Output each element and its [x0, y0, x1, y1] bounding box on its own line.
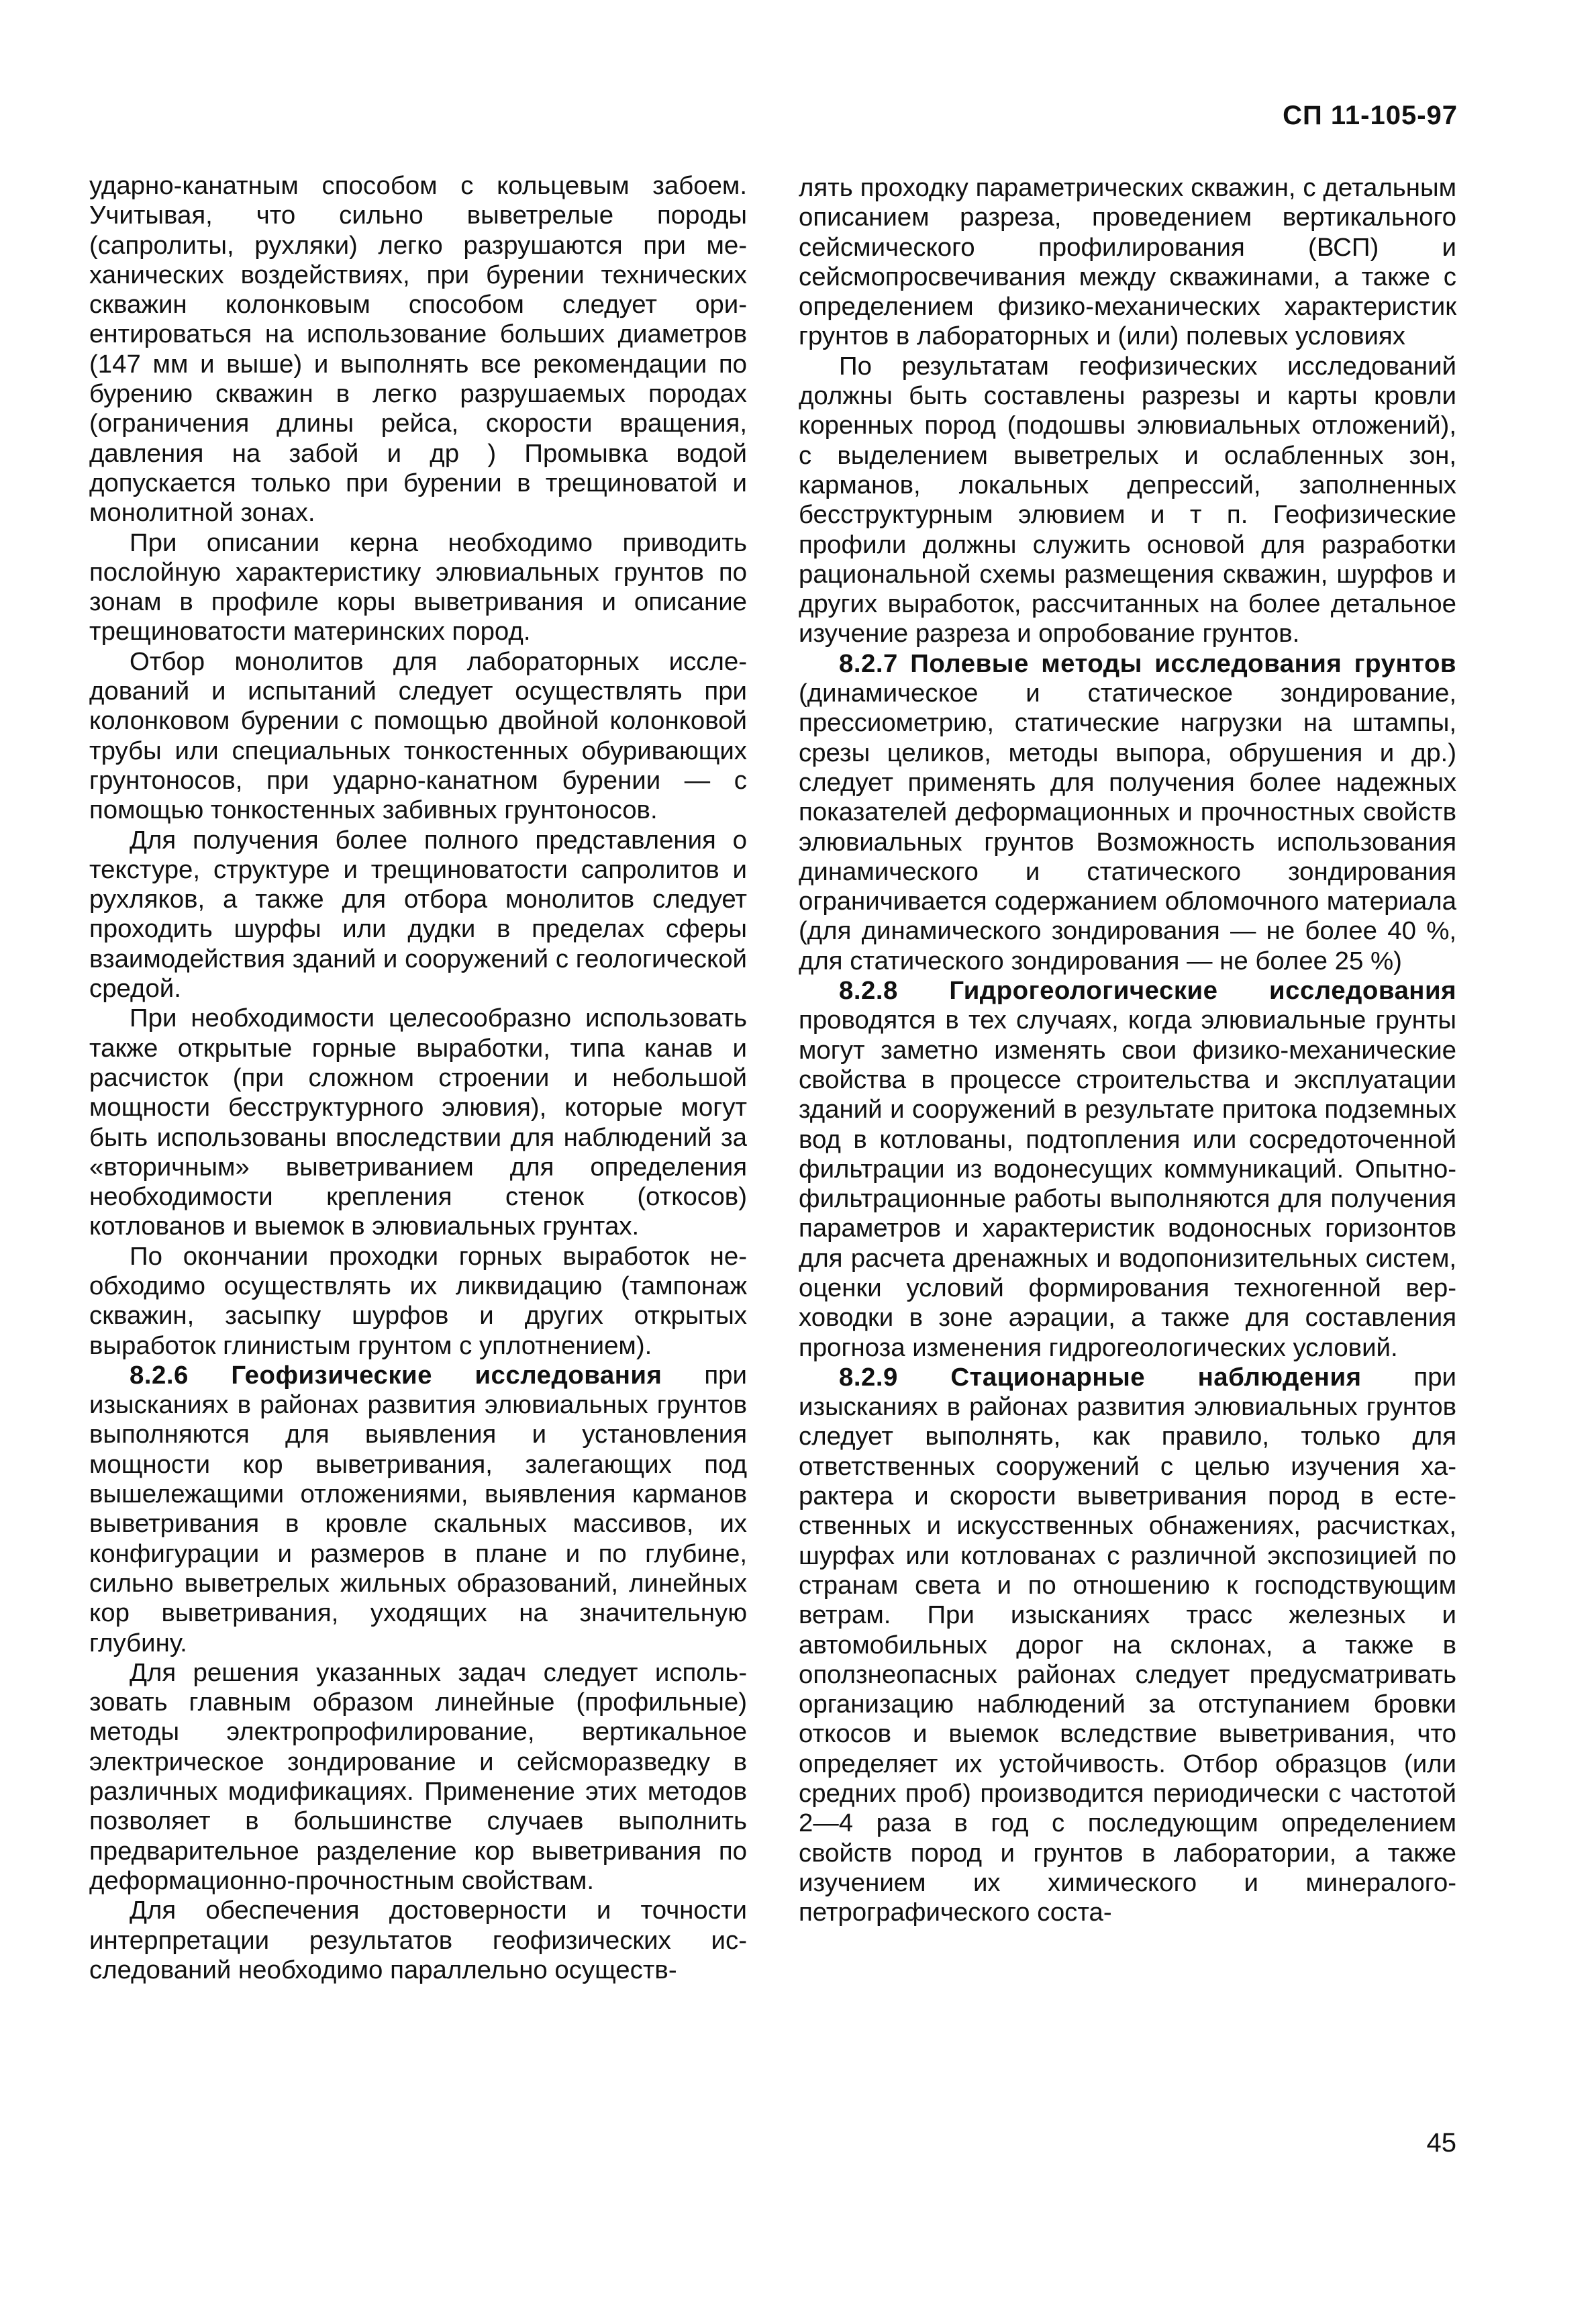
document-code-header: СП 11-105-97 [1283, 101, 1458, 130]
section-title: 8.2.7 Полевые методы исследования грунтов [839, 648, 1456, 678]
section-8-2-9 [799, 1363, 1456, 1928]
paragraph: Для обеспечения достоверности и точности интерпретации результатов геофизических исследований необходимо параллельно осуществ- [89, 1896, 747, 1984]
section-title: 8.2.9 Стационарные наблюдения [839, 1362, 1362, 1392]
page-number: 45 [1426, 2128, 1456, 2158]
paragraph: лять проходку параметрических скважин, с детальным описанием разреза, проведением вертикального сейсмического профилирования (ВСП) и сейсмопросвечивания между скважинами, а также с определением физико-механических характеристик грунтов в лабораторных и (или) полевых условиях [799, 173, 1456, 351]
section-title: 8.2.8 Гидрогеологические исследования [839, 976, 1456, 1006]
section-8-2-6 [89, 1361, 747, 1658]
section-text: (динамическое и статическое зондирование, прессиометрию, статические нагрузки на штампы, срезы целиков, методы выпора, обрушения и др.) следует применять для получения более надежных показателей деформационных и прочностных свойств элювиальных грунтов Возможность использования динамического и статического зондирования ограничивается содержанием обломочного материала (для динамического зондирования — не более 40 %, для статического зондирования — не более 25 %) [799, 679, 1456, 975]
paragraph: При необходимости целесообразно использовать также открытые горные выработки, типа канав и расчисток (при сложном строении и небольшой мощности бесструктурного элювия), которые могут быть использованы впоследствии для наблюдений за «вторичным» выветриванием для определения необходимости крепления стенок (откосов) котлованов и выемок в элювиальных грунтах. [89, 1004, 747, 1241]
left-column [89, 171, 747, 1985]
paragraph: Отбор монолитов для лабораторных исследований и испытаний следует осуществлять при колонковом бурении с помощью двойной колонковой трубы или специальных тонкостенных обуривающих грунтоносов, при ударно-канатном бурении — с помощью тонкостенных забивных грунтоносов. [89, 646, 747, 825]
paragraph: По результатам геофизических исследований должны быть составлены разрезы и карты кровли коренных пород (подошвы элювиальных отложений), с выделением выветрелых и ослабленных зон, карманов, локальных депрессий, заполненных бесструктурным элювием и т п. Геофизические профили должны служить основой для разработки рациональной схемы размещения скважин, шурфов и других выработок, рассчитанных на более детальное изучение разреза и опробование грунтов. [799, 351, 1456, 648]
paragraph: Для решения указанных задач следует использовать главным образом линейные (профильные) методы электропрофилирование, вертикальное электрическое зондирование и сейсморазведку в различных модификациях. Применение этих методов позволяет в большинстве случаев выполнить предварительное разделение кор выветривания по деформационно-прочностным свойствам. [89, 1657, 747, 1895]
paragraph: ударно-канатным способом с кольцевым забоем. Учитывая, что сильно выветрелые породы (сапролиты, рухляки) легко разрушаются при механических воздействиях, при бурении технических скважин колонковым способом следует ориентироваться на использование больших диаметров (147 мм и выше) и выполнять все рекомендации по бурению скважин в легко разрушаемых породах (ограничения длины рейса, скорости вращения, давления на забой и др ) Промывка водой допускается только при бурении в трещиноватой и монолитной зонах. [89, 171, 747, 528]
section-title: 8.2.6 Геофизические исследования [130, 1360, 662, 1390]
section-text: при изысканиях в районах развития элювиальных грунтов выполняются для выявления и установления мощности кор выветривания, залегающих под вышележащими отложениями, выявления карманов выветривания в кровле скальных массивов, их конфигурации и размеров в плане и по глубине, сильно выветрелых жильных образований, линейных кор выветривания, уходящих на значительную глубину. [89, 1360, 747, 1657]
right-column [799, 173, 1456, 1928]
paragraph: Для получения более полного представления о текстуре, структуре и трещиноватости сапролитов и рухляков, а также для отбора монолитов следует проходить шурфы или дудки в пределах сферы взаимодействия зданий и сооружений с геологической средой. [89, 825, 747, 1004]
section-text: проводятся в тех случаях, когда элювиальные грунты могут заметно изменять свои физико-механические свойства в процессе строительства и эксплуатации зданий и сооружений в результате притока подземных вод в котлованы, подтопления или сосредоточенной фильтрации из водонесущих коммуникаций. Опытно-фильтрационные работы выполняются для получения параметров и характеристик водоносных горизонтов для расчета дренажных и водопонизительных систем, оценки условий формирования техногенной верховодки в зоне аэрации, а также для составления прогноза изменения гидрогеологических условий. [799, 1006, 1456, 1362]
paragraph: По окончании проходки горных выработок необходимо осуществлять их ликвидацию (тампонаж скважин, засыпку шурфов и других открытых выработок глинистым грунтом с уплотнением). [89, 1241, 747, 1360]
section-text: при изысканиях в районах развития элювиальных грунтов следует выполнять, как правило, только для ответственных сооружений с целью изучения характера и скорости выветривания пород в естественных и искусственных обнажениях, расчистках, шурфах или котлованах с различной экспозицией по странам света и по отношению к господствующим ветрам. При изысканиях трасс железных и автомобильных дорог на склонах, а также в оползнеопасных районах следует предусматривать организацию наблюдений за отступанием бровки откосов и выемок вследствие выветривания, что определяет их устойчивость. Отбор образцов (или средних проб) производится периодически с частотой 2—4 раза в год с последующим определением свойств пород и грунтов в лаборатории, а также изучением их химического и минералого-петрографического соста- [799, 1362, 1456, 1927]
section-8-2-7 [799, 649, 1456, 976]
paragraph: При описании керна необходимо приводить послойную характеристику элювиальных грунтов по зонам в профиле коры выветривания и описание трещиноватости материнских пород. [89, 528, 747, 646]
section-8-2-8 [799, 976, 1456, 1363]
